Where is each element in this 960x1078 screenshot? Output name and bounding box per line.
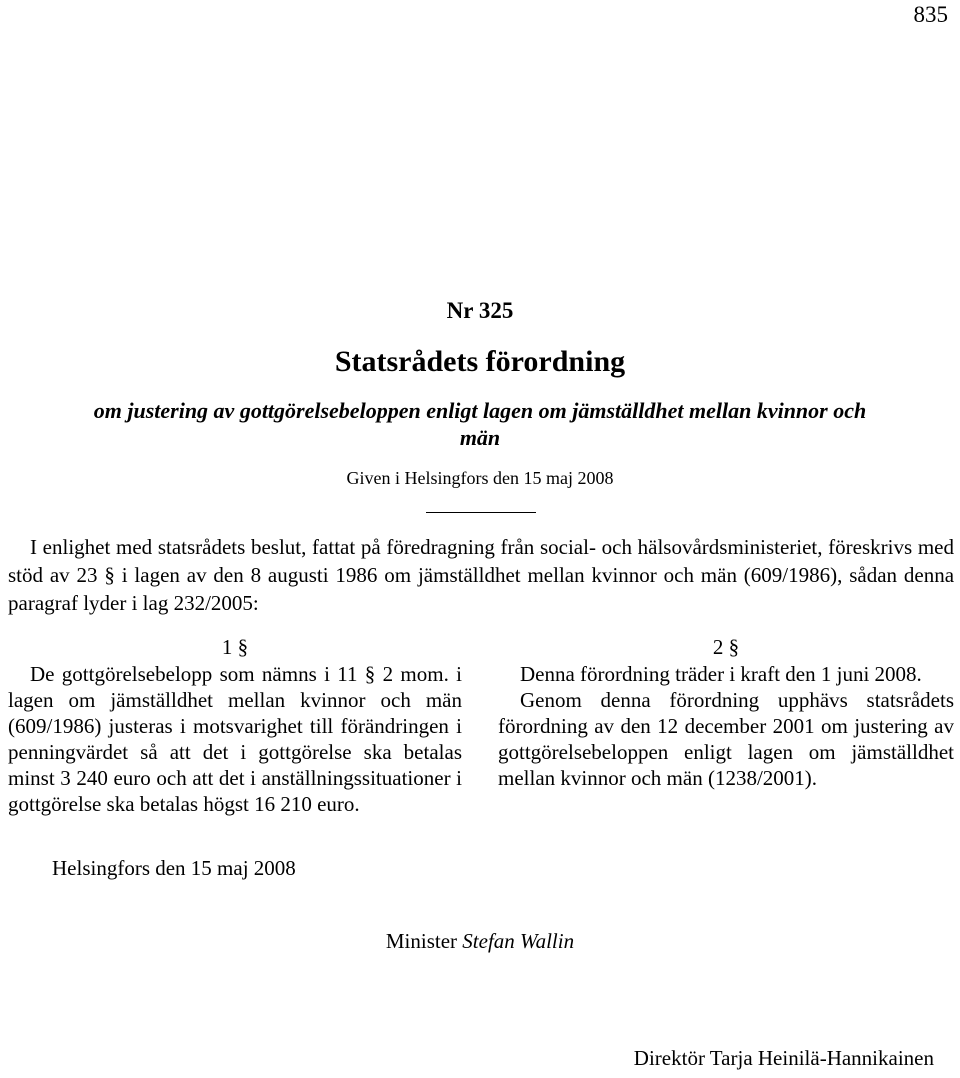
given-date: Given i Helsingfors den 15 maj 2008 — [346, 468, 614, 488]
preamble-paragraph — [8, 533, 954, 617]
signature-minister — [0, 929, 960, 954]
section-2 — [498, 634, 954, 791]
preamble-text-end: i lagen av den 8 augusti 1986 om jämställdhet mellan kvinnor och män (609/1986), sådan denna paragraf lyder i lag 232/2005: — [8, 563, 955, 615]
section-2-paragraph-1: Denna förordning träder i kraft den 1 juni 2008. — [520, 662, 922, 686]
signature-director: Direktör Tarja Heinilä-Hannikainen — [633, 1046, 934, 1070]
document-number: Nr 325 — [446, 298, 514, 323]
section-2-paragraph-2: Genom denna förordning upphävs statsrådets förordning av den 12 december 2001 om justering av gottgörelsebeloppen enligt lagen om jämställdhet mellan kvinnor och män (1238/2001). — [498, 688, 954, 790]
minister-name: Stefan Wallin — [462, 929, 575, 953]
section-1 — [8, 634, 462, 817]
preamble — [8, 533, 954, 617]
document-subtitle — [0, 397, 960, 451]
subtitle-line-2: män — [459, 425, 501, 450]
section-2-heading: 2 § — [712, 635, 740, 659]
signature-place-date: Helsingfors den 15 maj 2008 — [52, 856, 296, 880]
section-1-paragraph: De gottgörelsebelopp som nämns i 11 § 2 mom. i lagen om jämställdhet mellan kvinnor och män (609/1986) justeras i motsvarighet till förändringen i penningvärdet så att det i gottgörelse ska betalas minst 3 240 euro och att det i anställningssituationer i gottgörelse ska betalas högst 16 210 euro. — [8, 662, 462, 816]
subtitle-line-1: om justering av gottgörelsebeloppen enligt lagen om jämställdhet mellan kvinnor och — [93, 398, 867, 423]
document-title: Statsrådets förordning — [334, 345, 626, 378]
preamble-text-start: I enlighet med statsrådets beslut, fattat på föredragning från social- och hälsovårdsministeriet, föreskrivs med stöd av 23 — [8, 535, 954, 587]
separator-rule — [426, 512, 536, 513]
section-sign: § — [104, 563, 115, 587]
section-1-heading: 1 § — [221, 635, 249, 659]
page-number: 835 — [913, 2, 948, 27]
minister-title: Minister — [385, 929, 463, 953]
